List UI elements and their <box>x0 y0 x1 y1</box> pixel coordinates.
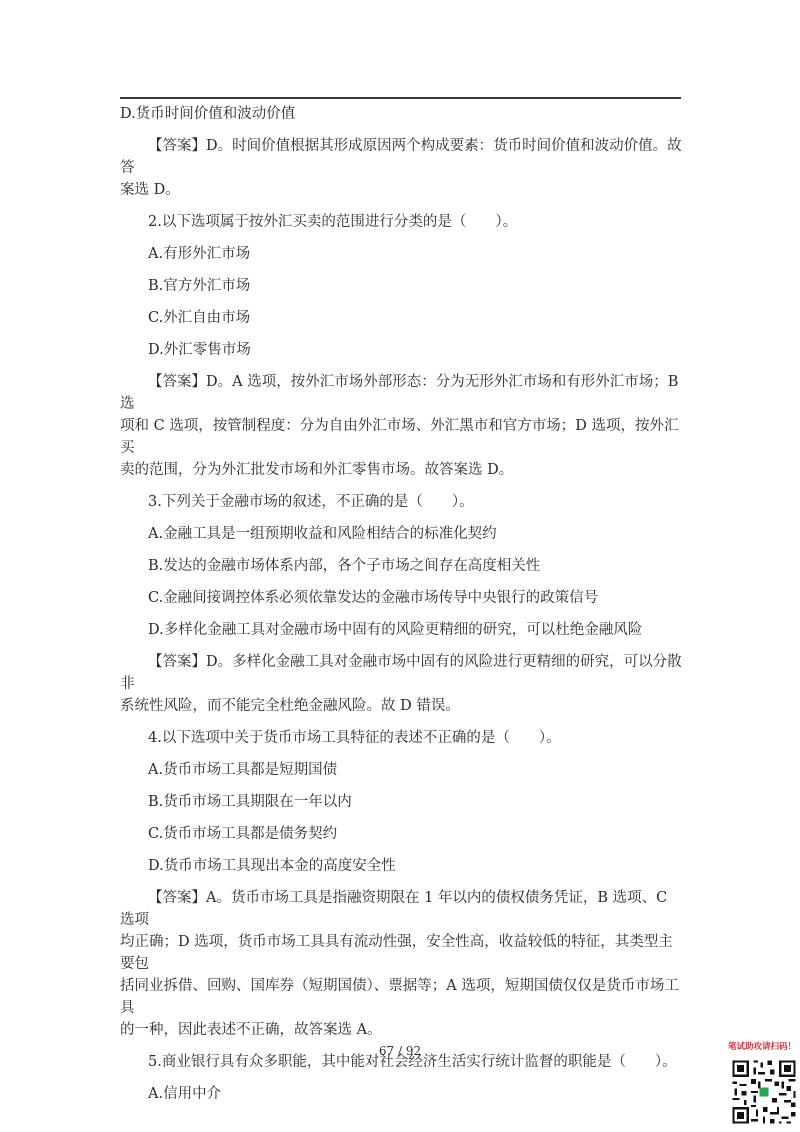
text-line: A.货币市场工具都是短期国债 <box>148 762 338 778</box>
text-line: C.金融间接调控体系必须依靠发达的金融市场传导中央银行的政策信号 <box>148 590 599 606</box>
text-line: A.有形外汇市场 <box>148 246 251 262</box>
text-line: A.信用中介 <box>148 1086 222 1102</box>
paragraph-gap <box>120 125 685 135</box>
header-rule <box>120 97 681 99</box>
paragraph-gap <box>120 641 685 651</box>
text-line: 5.商业银行具有众多职能，其中能对社会经济生活实行统计监督的职能是（ ）。 <box>148 1054 677 1070</box>
paragraph-gap <box>120 329 685 339</box>
text-line: C.外汇自由市场 <box>148 310 251 326</box>
paragraph-gap <box>120 513 685 523</box>
text-line: 括同业拆借、回购、国库券（短期国债）、票据等；A 选项，短期国债仅仅是货币市场工具 <box>120 978 679 1016</box>
text-line: 2.以下选项属于按外汇买卖的范围进行分类的是（ ）。 <box>148 214 518 230</box>
text-line: 4.以下选项中关于货币市场工具特征的表述不正确的是（ ）。 <box>148 730 561 746</box>
document-body <box>120 103 685 1105</box>
text-line: A.金融工具是一组预期收益和风险相结合的标准化契约 <box>148 526 497 542</box>
text-line: D.外汇零售市场 <box>148 342 251 358</box>
paragraph-gap <box>120 297 685 307</box>
text-line: 的一种，因此表述不正确，故答案选 A。 <box>120 1022 382 1038</box>
text-line: 【答案】D。A 选项，按外汇市场外部形态：分为无形外汇市场和有形外汇市场；B 选 <box>120 374 679 412</box>
text-line: 【答案】D。多样化金融工具对金融市场中固有的风险进行更精细的研究，可以分散非 <box>120 654 682 692</box>
paragraph-gap <box>120 1073 685 1083</box>
text-line: 卖的范围，分为外汇批发市场和外汇零售市场。故答案选 D。 <box>120 462 514 478</box>
paragraph-gap <box>120 481 685 491</box>
text-line: C.货币市场工具都是债务契约 <box>148 826 338 842</box>
text-line: 【答案】D。时间价值根据其形成原因两个构成要素：货币时间价值和波动价值。故答 <box>120 138 682 176</box>
text-line: 【答案】A。货币市场工具是指融资期限在 1 年以内的债权债务凭证，B 选项、C 选项 <box>120 890 668 928</box>
text-line: B.官方外汇市场 <box>148 278 251 294</box>
paragraph-gap <box>120 813 685 823</box>
text-line: D.货币时间价值和波动价值 <box>120 106 296 122</box>
text-line: 3.下列关于金融市场的叙述，不正确的是（ ）。 <box>148 494 474 510</box>
paragraph-gap <box>120 233 685 243</box>
text-line: B.发达的金融市场体系内部，各个子市场之间存在高度相关性 <box>148 558 541 574</box>
paragraph-gap <box>120 845 685 855</box>
page-number: 67 / 92 <box>378 1044 422 1058</box>
text-line: 均正确；D 选项，货币市场工具具有流动性强，安全性高，收益较低的特征，其类型主要包 <box>120 934 673 972</box>
paragraph-gap <box>120 749 685 759</box>
text-line: 项和 C 选项，按管制程度：分为自由外汇市场、外汇黑市和官方市场；D 选项，按外汇买 <box>120 418 679 456</box>
text-line: 系统性风险，而不能完全杜绝金融风险。故 D 错误。 <box>120 698 460 714</box>
text-line: B.货币市场工具期限在一年以内 <box>148 794 352 810</box>
qr-code-icon <box>730 1054 798 1130</box>
qr-caption: 笔试助攻请扫码！ <box>728 1042 797 1052</box>
text-line: D.货币市场工具现出本金的高度安全性 <box>148 858 396 874</box>
text-line: D.多样化金融工具对金融市场中固有的风险更精细的研究，可以杜绝金融风险 <box>148 622 643 638</box>
paragraph-gap <box>120 361 685 371</box>
paragraph-gap <box>120 717 685 727</box>
qr-code-block[interactable] <box>728 1040 800 1132</box>
paragraph-gap <box>120 609 685 619</box>
paragraph-gap <box>120 781 685 791</box>
paragraph-gap <box>120 877 685 887</box>
paragraph-gap <box>120 201 685 211</box>
text-line: 案选 D。 <box>120 182 180 198</box>
paragraph-gap <box>120 545 685 555</box>
paragraph-gap <box>120 577 685 587</box>
paragraph-gap <box>120 265 685 275</box>
